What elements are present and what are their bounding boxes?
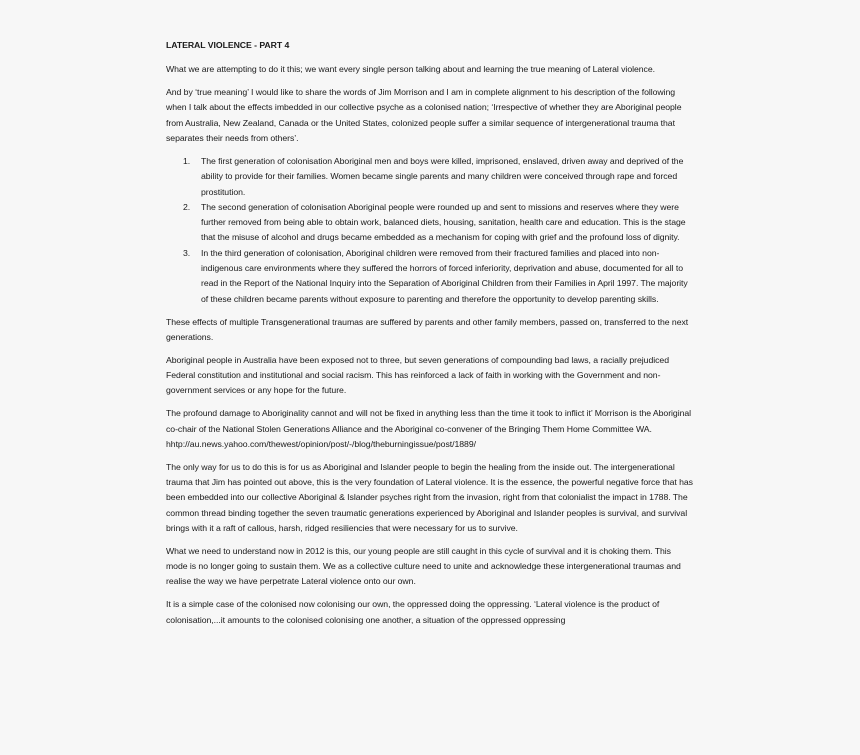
paragraph-true-meaning: And by ‘true meaning’ I would like to share the words of Jim Morrison and I am in complete alignment to his description of the following when I talk about the effects imbedded in our collective psyche as a colonised nation; ‘Irrespective of whether they are Aboriginal people from Australia, New Zealand, Canada or the United States, colonized people suffer a similar sequence of intergenerational trauma that separates their needs from others’. [166, 87, 682, 144]
generations-list [166, 154, 693, 307]
paragraph-seven-generations: Aboriginal people in Australia have been exposed not to three, but seven generations of compounding bad laws, a racially prejudiced Federal constitution and institutional and social racism. This has reinforced a lack of faith in working with the Government and non-government services or any hope for the future. [166, 354, 669, 396]
document-heading: LATERAL VIOLENCE - PART 4 [166, 40, 290, 50]
paragraph-intro: What we are attempting to do it this; we want every single person talking about and learning the true meaning of Lateral violence. [166, 64, 655, 75]
list-item-number: 1. [183, 155, 191, 166]
list-item-text: The second generation of colonisation Aboriginal people were rounded up and sent to missions and reserves where they were further removed from being able to obtain work, balanced diets, housing, sanitation, health care and education. This is the stage that the misuse of alcohol and drugs became embedded as a mechanism for coping with grief and the profound loss of dignity. [201, 201, 686, 243]
paragraph-healing: The only way for us to do this is for us as Aboriginal and Islander people to begin the healing from the inside out. The intergenerational trauma that Jim has pointed out above, this is the very foundation of Lateral violence. It is the essence, the powerful negative force that has been embedded into our collective Aboriginal & Islander psyches right from the invasion, right from that colonialist the impact in 1788. The common thread binding together the seven traumatic generations experienced by Aboriginal and Islander peoples is survival, and survival brings with it a raft of callous, harsh, ridged resiliencies that were necessary for us to survive. [166, 461, 693, 533]
list-item-text: In the third generation of colonisation, Aboriginal children were removed from their fractured families and placed into non-indigenous care environments where they suffered the horrors of forced inferiority, deprivation and abuse, documented for all to read in the Report of the National Inquiry into the Separation of Aboriginal Children from their Families in April 1997. The majority of these children became parents without exposure to parenting and therefore the opportunity to develop parenting skills. [201, 247, 688, 304]
document-body [166, 38, 693, 635]
list-item [166, 200, 693, 246]
paragraph-transgenerational: These effects of multiple Transgenerational traumas are suffered by parents and other family members, passed on, transferred to the next generations. [166, 316, 689, 342]
list-item [166, 154, 693, 200]
list-item-number: 3. [183, 247, 191, 258]
list-item-number: 2. [183, 201, 191, 212]
list-item [166, 246, 693, 307]
paragraph-colonised: It is a simple case of the colonised now colonising our own, the oppressed doing the oppressing. ‘Lateral violence is the product of colonisation,...it amounts to the colonised colonising one another, a situation of the oppressed oppressing [166, 599, 660, 625]
list-item-text: The first generation of colonisation Aboriginal men and boys were killed, imprisoned, enslaved, driven away and deprived of the ability to provide for their families. Women became single parents and many children were conceived through rape and forced prostitution. [201, 155, 684, 197]
paragraph-2012: What we need to understand now in 2012 is this, our young people are still caught in this cycle of survival and it is choking them. This mode is no longer going to sustain them. We as a collective culture need to unite and acknowledge these intergenerational traumas and realise the way we have perpetrate Lateral violence onto our own. [166, 545, 681, 587]
paragraph-morrison-quote: The profound damage to Aboriginality cannot and will not be fixed in anything less than the time it took to inflict it’ Morrison is the Aboriginal co-chair of the National Stolen Generations Alliance and the Aboriginal co-convener of the Bringing Them Home Committee WA. hhtp://au.news.yahoo.com/thewest/opinion/post/-/blog/theburningissue/post/1889/ [166, 408, 692, 449]
